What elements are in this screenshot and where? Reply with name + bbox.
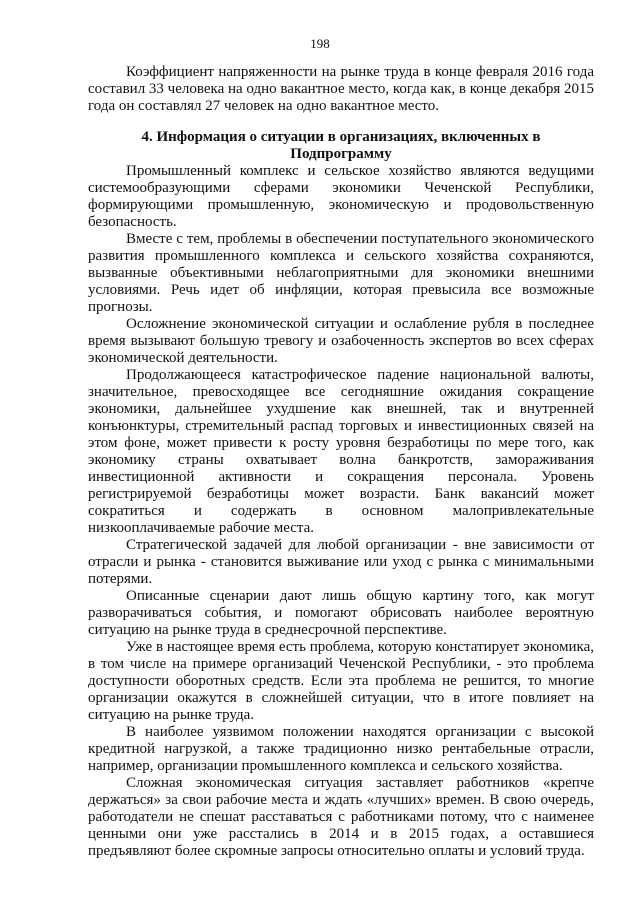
section-heading: 4. Информация о ситуации в организациях, включенных в Подпрограмму — [141, 129, 541, 162]
paragraph-9: Сложная экономическая ситуация заставляет работников «крепче держаться» за свои рабочие места и ждать «лучших» времен. В свою очередь, работодатели не спешат расставаться с работниками потому, что с наименее ценными они уже расстались в 2014 и в 2015 годах, а оставшиеся предъявляют более скромные запросы относительно оплаты и условий труда. — [88, 775, 594, 859]
paragraph-4: Продолжающееся катастрофическое падение национальной валюты, значительное, превосходящее все сегодняшние ожидания сокращение экономики, дальнейшее ухудшение как внешней, так и внутренней конъюнктуры, стремительный распад торговых и инвестиционных связей на этом фоне, может привести к росту уровня безработицы по мере того, как экономику страны охватывает волна банкротств, замораживания инвестиционной активности и сокращения персонала. Уровень регистрируемой безработицы может возрасти. Банк вакансий может сократиться и содержать в основном малопривлекательные низкооплачиваемые рабочие места. — [88, 367, 594, 536]
paragraph-6: Описанные сценарии дают лишь общую картину того, как могут разворачиваться события, и помогают обрисовать наиболее вероятную ситуацию на рынке труда в среднесрочной перспективе. — [88, 588, 594, 638]
paragraph-7: Уже в настоящее время есть проблема, которую констатирует экономика, в том числе на примере организаций Чеченской Республики, - это проблема доступности оборотных средств. Если эта проблема не решится, то многие организации окажутся в сложнейшей ситуации, что в итоге повлияет на ситуацию на рынке труда. — [88, 639, 594, 723]
document-body — [88, 64, 594, 860]
page-number: 198 — [310, 36, 330, 51]
paragraph-2: Вместе с тем, проблемы в обеспечении поступательного экономического развития промышленного комплекса и сельского хозяйства сохраняются, вызванные объективными неблагоприятными для экономики внешними условиями. Речь идет об инфляции, которая превысила все возможные прогнозы. — [88, 231, 594, 315]
paragraph-5: Стратегической задачей для любой организации - вне зависимости от отрасли и рынка - становится выживание или уход с рынка с минимальными потерями. — [88, 537, 594, 587]
paragraph-3: Осложнение экономической ситуации и ослабление рубля в последнее время вызывают большую тревогу и озабоченность экспертов во всех сферах экономической деятельности. — [88, 316, 594, 366]
paragraph-1: Промышленный комплекс и сельское хозяйство являются ведущими системообразующими сферами экономики Чеченской Республики, формирующими промышленную, экономическую и продовольственную безопасность. — [88, 163, 594, 230]
intro-paragraph: Коэффициент напряженности на рынке труда в конце февраля 2016 года составил 33 человека на одно вакантное место, когда как, в конце декабря 2015 года он составлял 27 человек на одно вакантное место. — [88, 64, 594, 114]
paragraph-8: В наиболее уязвимом положении находятся организации с высокой кредитной нагрузкой, а также традиционно низко рентабельные отрасли, например, организации промышленного комплекса и сельского хозяйства. — [88, 724, 594, 774]
